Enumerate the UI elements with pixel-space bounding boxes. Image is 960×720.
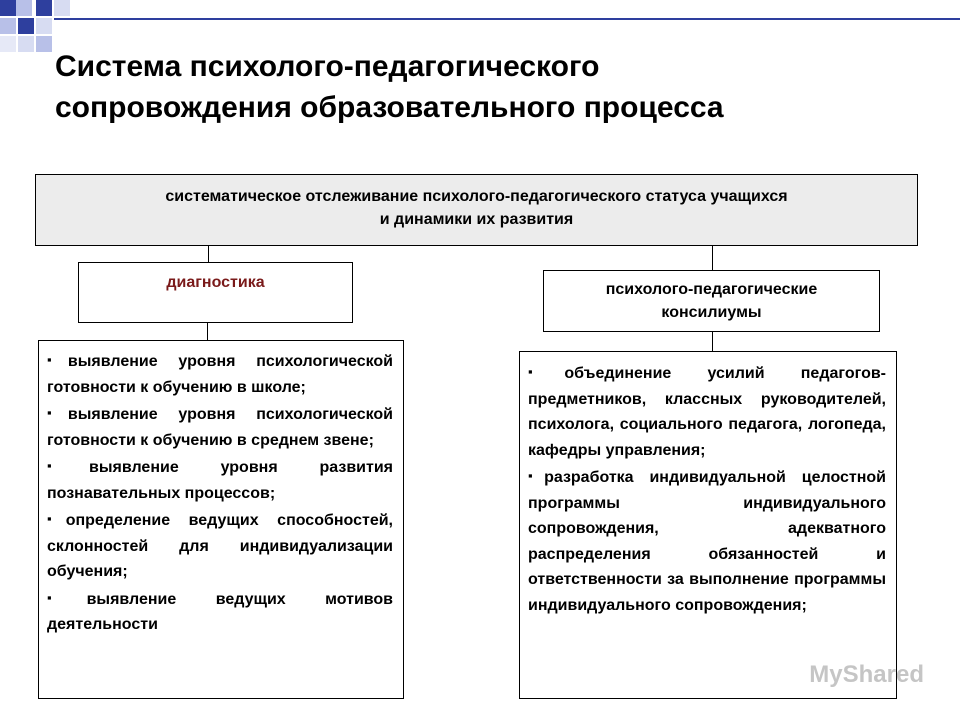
diagnostics-list [38,340,404,699]
list-item: ▪ определение ведущих способностей, склонностей для индивидуализации обучения; [47,506,393,585]
decor-square [36,0,52,16]
watermark-text: MyShared [809,661,924,688]
decor-square [18,18,34,34]
decor-line [54,18,960,20]
diagnostics-box [78,262,353,323]
decor-square [0,0,16,16]
list-item: ▪ выявление уровня психологической готовности к обучению в школе; [47,347,393,400]
monitoring-line-2: и динамики их развития [379,211,574,228]
diagnostics-label: диагностика [166,274,265,291]
title-line-2: сопровождения образовательного процесса [55,91,724,124]
list-item: ▪ разработка индивидуальной целостной программы индивидуального сопровождения, адекватного распределения обязанностей и ответственности за выполнение программы индивидуального сопровождения; [528,463,886,618]
title-line-1: Система психолого-педагогического [55,50,600,83]
decor-square [16,0,32,16]
connector-line [712,246,713,270]
connector-line [208,246,209,262]
list-item: ▪ выявление уровня развития познавательных процессов; [47,453,393,506]
watermark [809,661,924,689]
list-item: ▪ выявление уровня психологической готовности к обучению в среднем звене; [47,400,393,453]
list-item: ▪ объединение усилий педагогов-предметников, классных руководителей, психолога, социального педагога, логопеда, кафедры управления; [528,359,886,463]
decor-square [18,36,34,52]
monitoring-box [35,174,918,246]
list-item: ▪ выявление ведущих мотивов деятельности [47,585,393,638]
councils-line-2: консилиумы [661,304,762,321]
decor-square [36,36,52,52]
page-title [55,46,935,128]
decor-square [54,0,70,16]
councils-line-1: психолого-педагогические [605,281,818,298]
councils-box [543,270,880,332]
connector-line [207,323,208,340]
connector-line [712,332,713,351]
councils-list [519,351,897,699]
decor-square [0,18,16,34]
decor-square [36,18,52,34]
decor-square [0,36,16,52]
monitoring-line-1: систематическое отслеживание психолого-педагогического статуса учащихся [165,188,788,205]
